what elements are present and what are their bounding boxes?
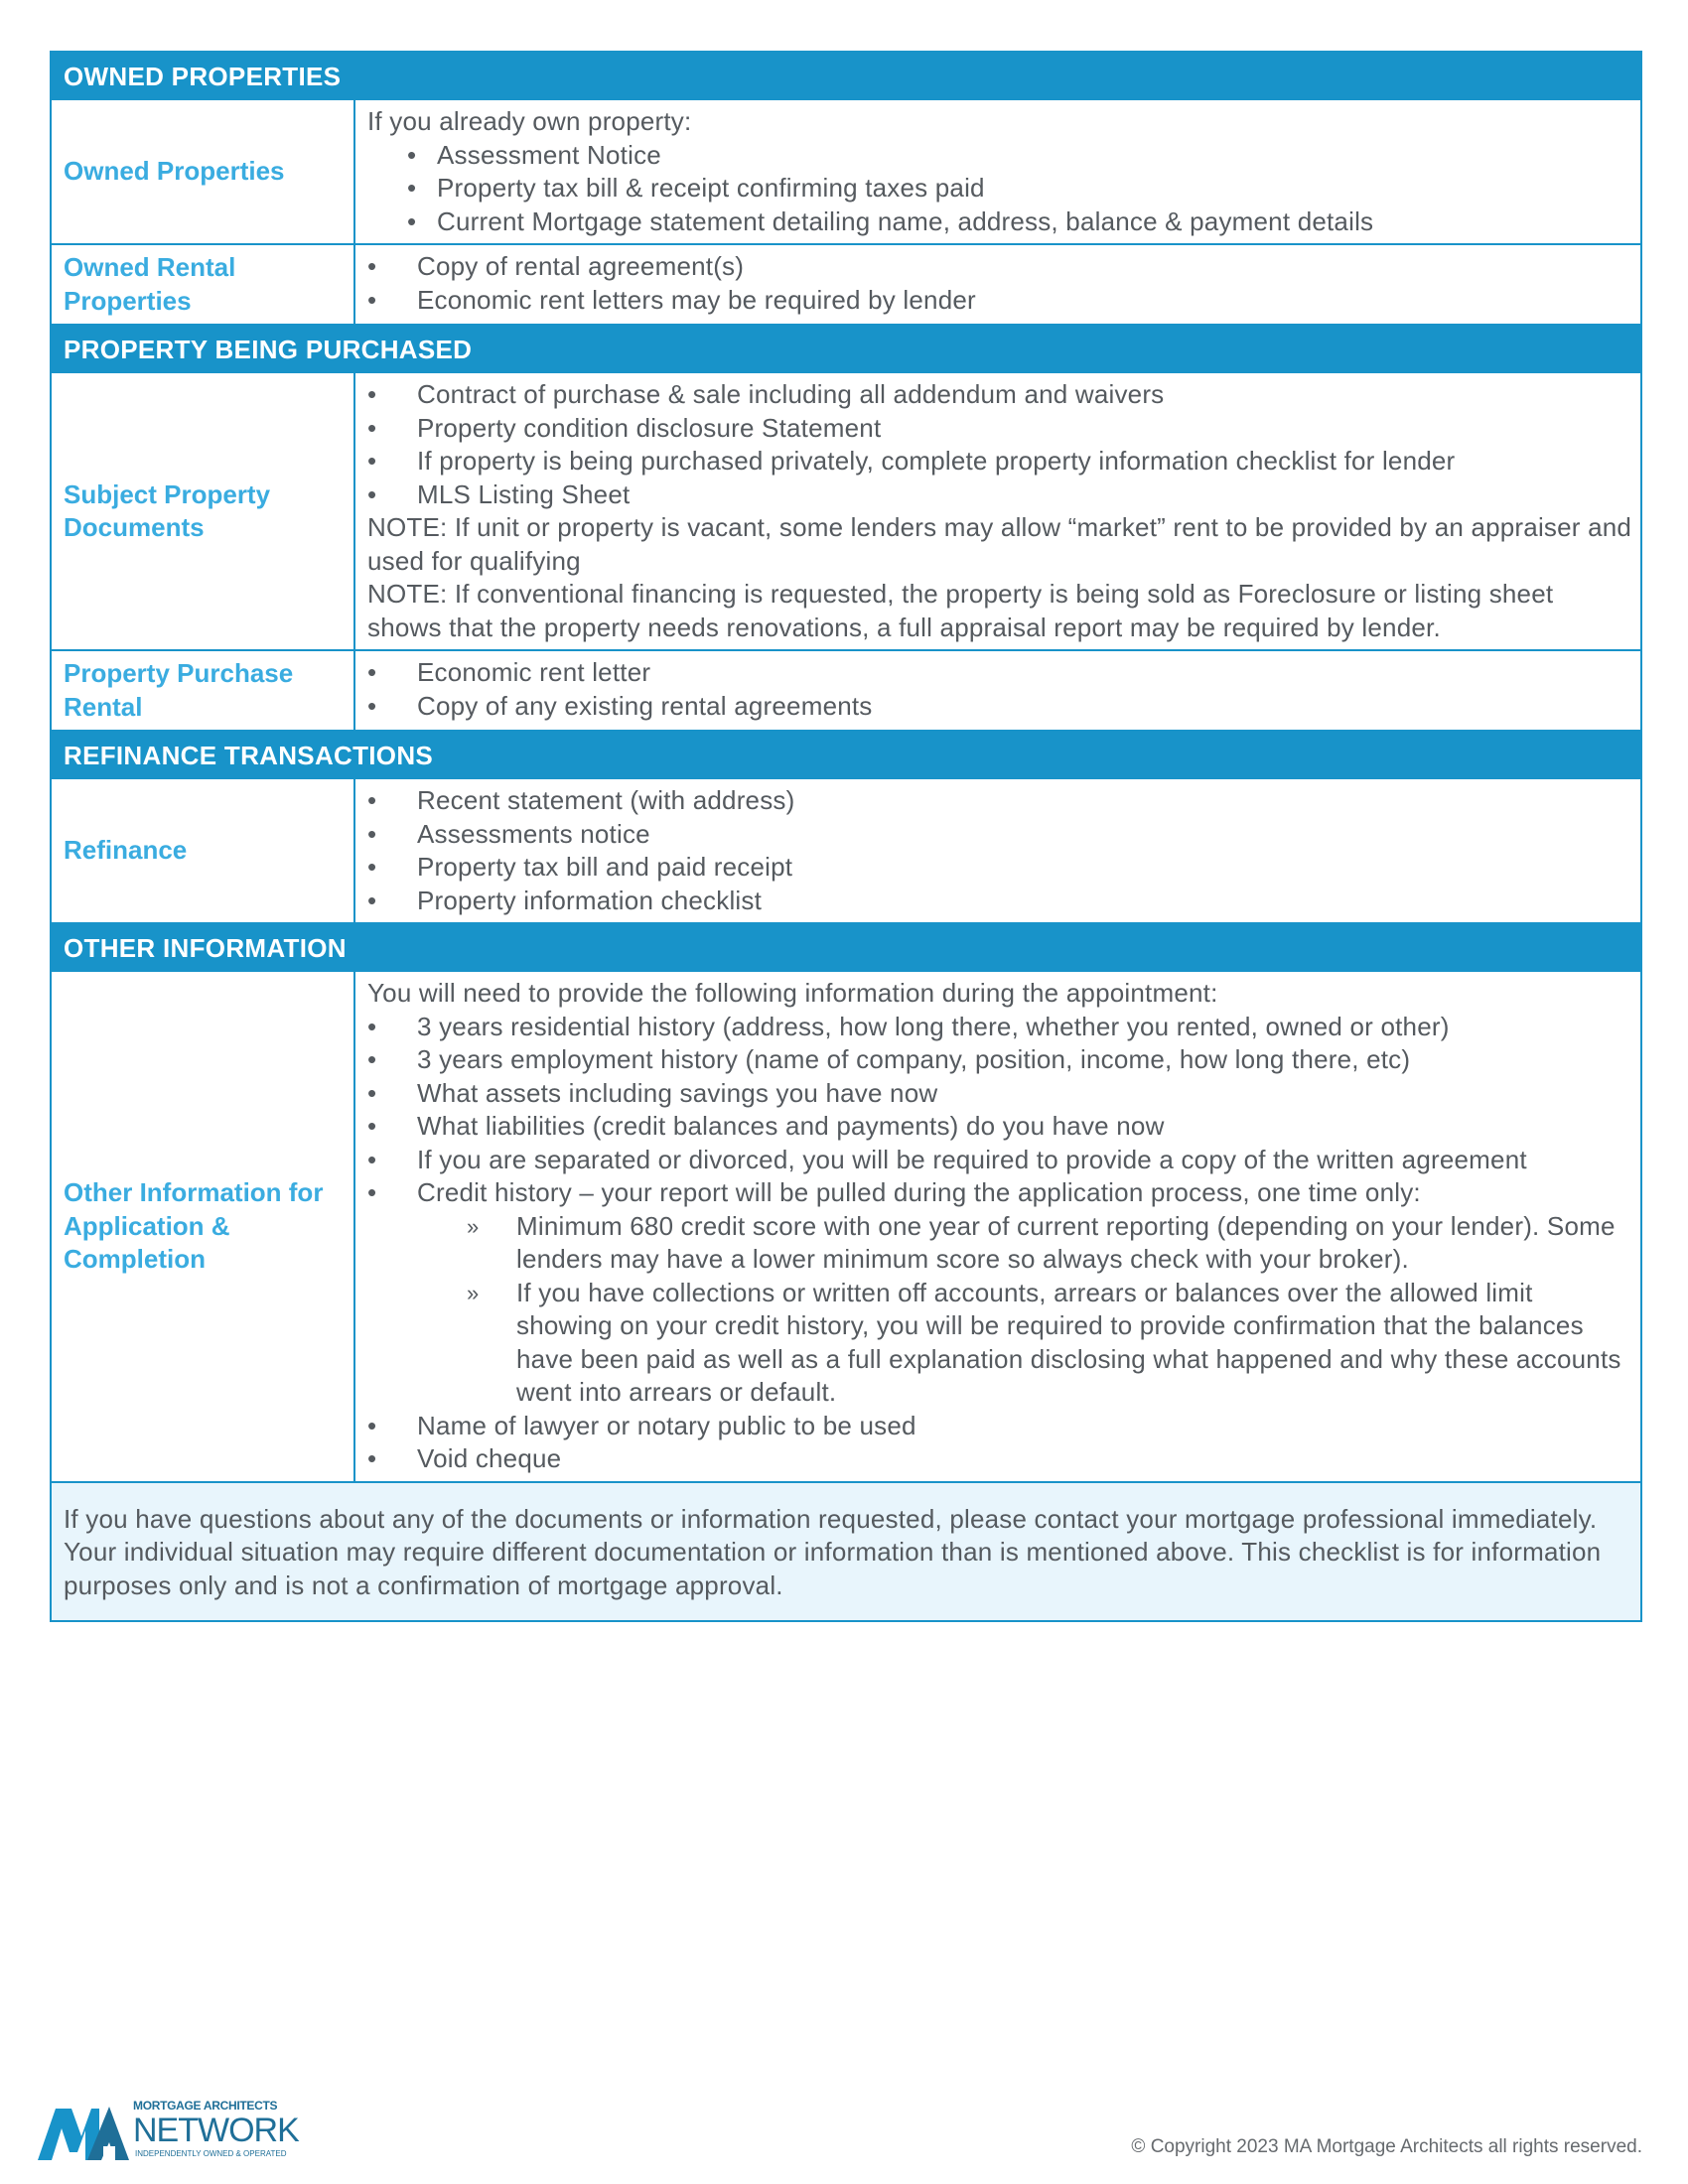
list-item: • 3 years employment history (name of company, position, income, how long there, etc) (367, 1043, 1634, 1077)
intro-text: If you already own property: (367, 106, 692, 136)
logo-main-text: NETWORK (133, 2112, 299, 2149)
row-property-purchase-rental (52, 649, 1640, 730)
list-item: • If you are separated or divorced, you will be required to provide a copy of the written agreement (367, 1144, 1634, 1177)
logo-tagline: INDEPENDENTLY OWNED & OPERATED (135, 2149, 287, 2158)
row-label: Property Purchase Rental (52, 651, 355, 730)
list-item: • Copy of any existing rental agreements (367, 690, 1634, 724)
document-checklist-table (50, 51, 1642, 1622)
list-item: • Property information checklist (367, 885, 1634, 918)
section-header-other-information: OTHER INFORMATION (52, 922, 1640, 972)
row-label: Subject Property Documents (52, 373, 355, 649)
row-content (355, 651, 1640, 730)
list-item: • 3 years residential history (address, how long there, whether you rented, owned or other) (367, 1011, 1634, 1044)
disclaimer-note: If you have questions about any of the documents or information requested, please contact your mortgage professional immediately. Your individual situation may require different documentation or information than is mentioned above. This checklist is for information purposes only and is not a confirmation of mortgage approval. (52, 1481, 1640, 1621)
section-header-property-being-purchased: PROPERTY BEING PURCHASED (52, 324, 1640, 373)
list-item: • MLS Listing Sheet (367, 478, 1634, 512)
list-item: • Recent statement (with address) (367, 784, 1634, 818)
list-item: • If property is being purchased privately, complete property information checklist for lender (367, 445, 1634, 478)
note-text: NOTE: If conventional financing is requested, the property is being sold as Foreclosure or listing sheet shows that the property needs renovations, a full appraisal report may be required by lender. (367, 579, 1554, 642)
logo-top-text: MORTGAGE ARCHITECTS (133, 2099, 278, 2113)
row-label: Refinance (52, 779, 355, 922)
list-item: • Copy of rental agreement(s) (367, 250, 1634, 284)
copyright-text: © Copyright 2023 MA Mortgage Architects all rights reserved. (1131, 2136, 1642, 2157)
row-content (355, 373, 1640, 649)
row-refinance (52, 779, 1640, 922)
mortgage-architects-logo (38, 2099, 316, 2162)
sub-list-item: » If you have collections or written off accounts, arrears or balances over the allowed limit showing on your credit history, you will be required to provide confirmation that the balances have been paid as well as a full explanation disclosing what happened and why these accounts went into arrears or default. (367, 1277, 1634, 1410)
row-subject-property-documents (52, 373, 1640, 649)
note-text: NOTE: If unit or property is vacant, some lenders may allow “market” rent to be provided by an appraiser and used for qualifying (367, 512, 1632, 576)
list-item: • Property tax bill & receipt confirming taxes paid (367, 172, 1634, 205)
list-item: • Void cheque (367, 1442, 1634, 1476)
row-content (355, 245, 1640, 324)
list-item: • Name of lawyer or notary public to be used (367, 1410, 1634, 1443)
list-item: • What assets including savings you have now (367, 1077, 1634, 1111)
row-other-information (52, 972, 1640, 1481)
row-label: Other Information for Application & Completion (52, 972, 355, 1481)
intro-text: You will need to provide the following information during the appointment: (367, 978, 1218, 1008)
row-content (355, 972, 1640, 1481)
list-item: • Credit history – your report will be pulled during the application process, one time only: (367, 1176, 1634, 1210)
list-item: • Economic rent letter (367, 656, 1634, 690)
ma-logo-icon (38, 2105, 129, 2162)
sub-list-item: » Minimum 680 credit score with one year of current reporting (depending on your lender). Some lenders may have a lower minimum score so always check with your broker). (367, 1210, 1634, 1277)
list-item: • Current Mortgage statement detailing name, address, balance & payment details (367, 205, 1634, 239)
list-item: • Assessments notice (367, 818, 1634, 852)
list-item: • Property tax bill and paid receipt (367, 851, 1634, 885)
row-content (355, 779, 1640, 922)
list-item: • Economic rent letters may be required by lender (367, 284, 1634, 318)
list-item: • What liabilities (credit balances and payments) do you have now (367, 1110, 1634, 1144)
list-item: • Property condition disclosure Statement (367, 412, 1634, 446)
row-owned-properties (52, 100, 1640, 243)
row-label: Owned Rental Properties (52, 245, 355, 324)
row-owned-rental-properties (52, 243, 1640, 324)
row-content (355, 100, 1640, 243)
section-header-refinance-transactions: REFINANCE TRANSACTIONS (52, 730, 1640, 779)
row-label: Owned Properties (52, 100, 355, 243)
section-header-owned-properties: OWNED PROPERTIES (52, 53, 1640, 100)
list-item: • Assessment Notice (367, 139, 1634, 173)
list-item: • Contract of purchase & sale including all addendum and waivers (367, 378, 1634, 412)
